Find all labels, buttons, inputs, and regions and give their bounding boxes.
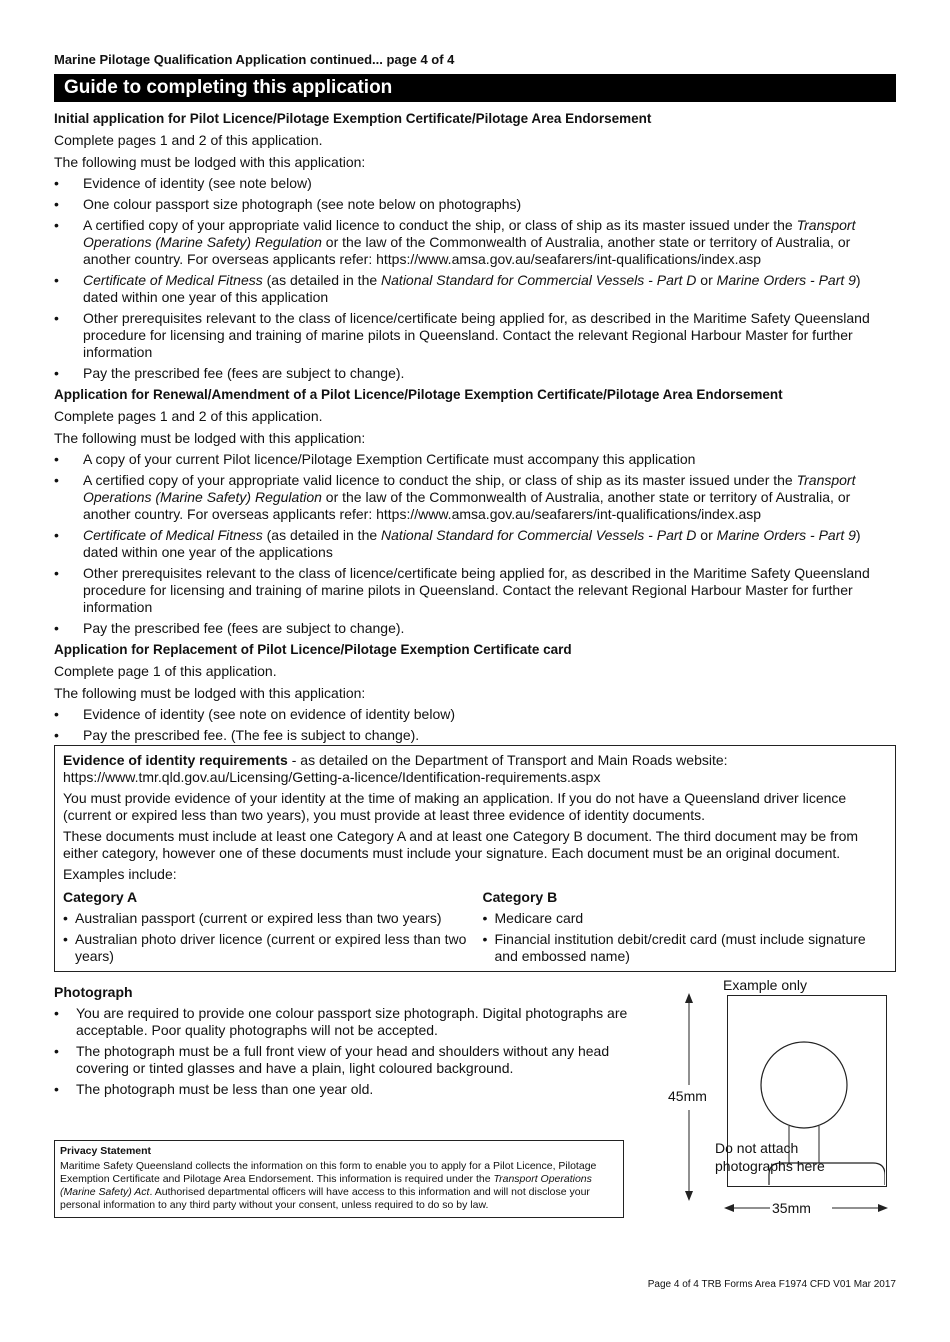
- photograph-heading: Photograph: [54, 984, 133, 1000]
- page-footer: Page 4 of 4 TRB Forms Area F1974 CFD V01 Mar 2017: [647, 1279, 896, 1290]
- identity-requirements-box: [54, 745, 896, 972]
- list-item: • Pay the prescribed fee (fees are subject to change).: [54, 620, 896, 637]
- section-initial: [54, 109, 896, 382]
- list-item: • Pay the prescribed fee (fees are subject to change).: [54, 365, 896, 382]
- head-circle: [761, 1042, 847, 1128]
- privacy-heading: Privacy Statement: [60, 1145, 152, 1157]
- renewal-lodged: The following must be lodged with this application:: [54, 430, 366, 446]
- list-item: • Other prerequisites relevant to the class of licence/certificate being applied for, as described in the Maritime Safety Queensland procedure for licensing and training of marine pilots in Queensland. Contact the relevant Regional Harbour Master for further information: [54, 565, 896, 616]
- privacy-text: Maritime Safety Queensland collects the information on this form to enable you to apply for a Pilot Licence, Pilotage Exemption Certificate and Pilotage Area Endorsement. This information is required under the Transport Operations (Marine Safety) Act. Authorised departmental officers will have access to this information and will not disclose your personal information to any third party without your consent, unless required to do so by law.: [60, 1160, 597, 1211]
- replacement-lodged: The following must be lodged with this application:: [54, 685, 366, 701]
- list-item: • A certified copy of your appropriate valid licence to conduct the ship, or class of ship as its master issued under the Transport Operations (Marine Safety) Regulation or the law of the Commonwealth of Australia, another state or territory of Australia, or another country. For overseas applicants refer: https://www.amsa.gov.au/seafarers/int-qualifications/index.asp: [54, 217, 896, 268]
- list-item: • Australian photo driver licence (current or expired less than two years): [63, 931, 468, 965]
- list-item: • Other prerequisites relevant to the class of licence/certificate being applied for, as described in the Maritime Safety Queensland procedure for licensing and training of marine pilots in Queensland. Contact the relevant Regional Harbour Master for further information: [54, 310, 896, 361]
- example-label: Example only: [723, 977, 808, 993]
- replacement-complete: Complete page 1 of this application.: [54, 663, 277, 679]
- arrow-up-icon: [685, 993, 693, 1003]
- photograph-section: [54, 984, 654, 1098]
- section-renewal: [54, 385, 896, 637]
- arrow-left-icon: [724, 1204, 734, 1212]
- identity-heading-line: Evidence of identity requirements - as detailed on the Department of Transport and Main Roads website: https://www.tmr.qld.gov.au/Licensing/Getting-a-licence/Identification-requirements.aspx: [63, 752, 728, 785]
- initial-complete: Complete pages 1 and 2 of this application.: [54, 132, 323, 148]
- list-item: • Financial institution debit/credit card (must include signature and embossed name): [483, 931, 888, 965]
- list-item: • You are required to provide one colour passport size photograph. Digital photographs are acceptable. Poor quality photographs will not be accepted.: [54, 1005, 654, 1039]
- list-item: • Evidence of identity (see note below): [54, 175, 896, 192]
- list-item: • Evidence of identity (see note on evidence of identity below): [54, 706, 896, 723]
- list-item: • A certified copy of your appropriate valid licence to conduct the ship, or class of ship as its master issued under the Transport Operations (Marine Safety) Regulation or the law of the Commonwealth of Australia, another state or territory of Australia, or another country. For overseas applicants refer: https://www.amsa.gov.au/seafarers/int-qualifications/index.asp: [54, 472, 896, 523]
- category-b-heading: Category B: [482, 889, 558, 905]
- identity-p3: Examples include:: [63, 866, 177, 882]
- identity-p2: These documents must include at least one Category A and at least one Category B document. The third document may be from either category, however one of these documents must include your signature. Each document must be an original document.: [63, 828, 859, 861]
- list-item: • Australian passport (current or expired less than two years): [63, 910, 468, 927]
- category-a-heading: Category A: [63, 889, 138, 905]
- list-item: • The photograph must be less than one year old.: [54, 1081, 654, 1098]
- replacement-list: [54, 706, 896, 744]
- renewal-list: [54, 451, 896, 637]
- category-a: [63, 889, 468, 965]
- renewal-complete: Complete pages 1 and 2 of this application.: [54, 408, 323, 424]
- continued-header: Marine Pilotage Qualification Application continued... page 4 of 4: [54, 52, 455, 67]
- list-item: • The photograph must be a full front view of your head and shoulders without any head covering or tinted glasses and have a plain, light coloured background.: [54, 1043, 654, 1077]
- list-item: • Medicare card: [483, 910, 888, 927]
- identity-url: https://www.tmr.qld.gov.au/Licensing/Getting-a-licence/Identification-requirements.aspx: [63, 769, 601, 785]
- do-not-attach-note: Do not attach photographs here: [715, 1140, 825, 1174]
- arrow-down-icon: [685, 1191, 693, 1201]
- list-item: • One colour passport size photograph (see note below on photographs): [54, 196, 896, 213]
- arrow-right-icon: [878, 1204, 888, 1212]
- guide-title-bar: Guide to completing this application: [54, 74, 896, 102]
- initial-list: [54, 175, 896, 382]
- list-item: • Certificate of Medical Fitness (as detailed in the National Standard for Commercial Vessels - Part D or Marine Orders - Part 9) dated within one year of this application: [54, 272, 896, 306]
- initial-lodged: The following must be lodged with this application:: [54, 154, 366, 170]
- list-item: • Certificate of Medical Fitness (as detailed in the National Standard for Commercial Vessels - Part D or Marine Orders - Part 9) dated within one year of the applications: [54, 527, 896, 561]
- initial-heading: Initial application for Pilot Licence/Pilotage Exemption Certificate/Pilotage Area Endorsement: [54, 111, 652, 126]
- list-item: • A copy of your current Pilot licence/Pilotage Exemption Certificate must accompany this application: [54, 451, 896, 468]
- category-columns: [63, 889, 887, 965]
- identity-p1: You must provide evidence of your identity at the time of making an application. If you do not have a Queensland driver licence (current or expired less than two years), you must provide at least three evidence of identity documents.: [63, 790, 847, 823]
- main-content: [54, 107, 896, 744]
- width-label: 35mm: [772, 1200, 811, 1216]
- height-label: 45mm: [668, 1088, 707, 1104]
- section-replacement: [54, 640, 896, 744]
- renewal-heading: Application for Renewal/Amendment of a Pilot Licence/Pilotage Exemption Certificate/Pilotage Area Endorsement: [54, 387, 783, 402]
- privacy-statement: [54, 1140, 624, 1218]
- example-photo-diagram: [668, 975, 898, 1220]
- replacement-heading: Application for Replacement of Pilot Licence/Pilotage Exemption Certificate card: [54, 642, 572, 657]
- list-item: • Pay the prescribed fee. (The fee is subject to change).: [54, 727, 896, 744]
- category-b: [468, 889, 888, 965]
